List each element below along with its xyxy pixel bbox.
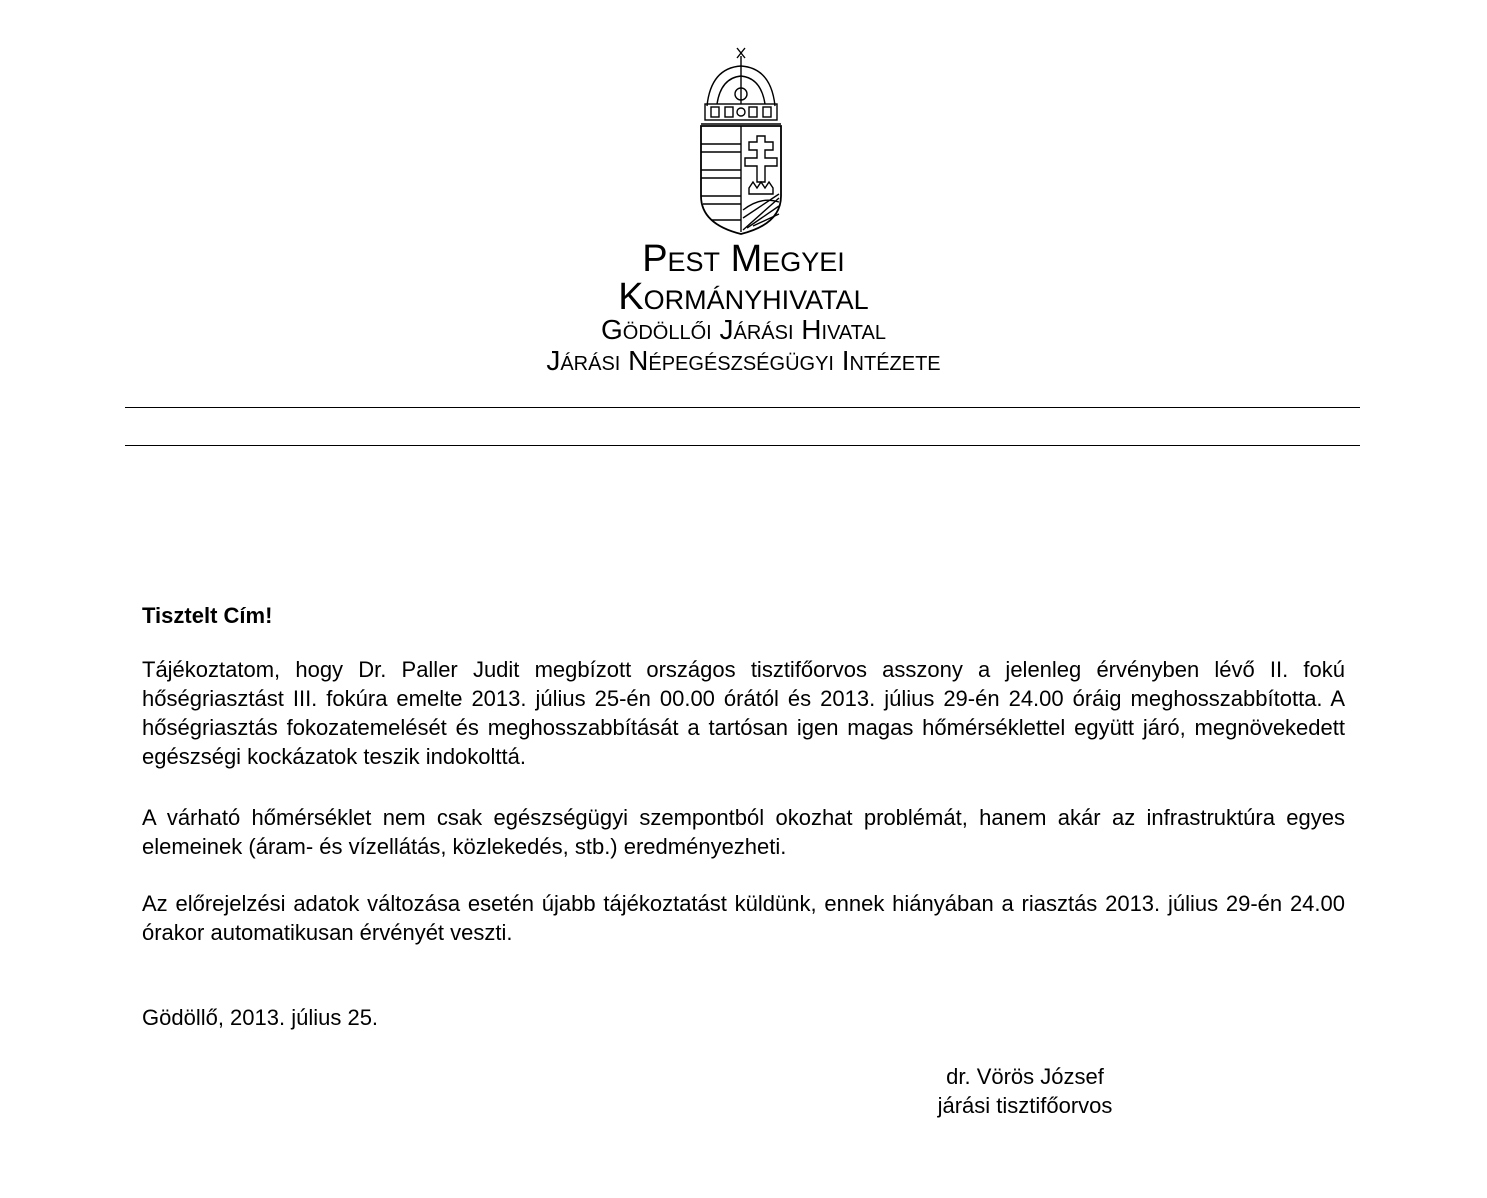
salutation: Tisztelt Cím! xyxy=(142,603,273,628)
paragraph-3: Az előrejelzési adatok változása esetén újabb tájékoztatást küldünk, ennek hiányában a riasztás 2013. július 29-én 24.00 órakor automatikusan érvényét veszti. xyxy=(142,891,1345,945)
place-date: Gödöllő, 2013. július 25. xyxy=(142,1005,379,1030)
header-line-4: Járási Népegészségügyi Intézete xyxy=(546,345,941,376)
paragraph-1: Tájékoztatom, hogy Dr. Paller Judit megbízott országos tisztifőorvos asszony a jelenleg érvényben lévő II. fokú hőségriasztást III. fokúra emelte 2013. július 25-én 00.00 órától és 2013. július 29-én 24.00 óráig meghosszabbította. A hőségriasztás fokozatemelését és meghosszabbítását a tartósan igen magas hőmérséklettel együtt járó, megnövekedett egészségi kockázatok teszik indokolttá. xyxy=(142,657,1345,769)
hungarian-coat-of-arms-icon xyxy=(697,46,791,236)
header-line-1: Pest Megyei xyxy=(642,238,845,280)
header-line-3: Gödöllői Járási Hivatal xyxy=(601,314,886,345)
header-line-2: Kormányhivatal xyxy=(618,276,869,318)
header-rule-top xyxy=(125,407,1360,408)
paragraph-2: A várható hőmérséklet nem csak egészségügyi szempontból okozhat problémát, hanem akár az infrastruktúra egyes elemeinek (áram- és vízellátás, közlekedés, stb.) eredményezheti. xyxy=(142,805,1345,859)
header-rule-bottom xyxy=(125,445,1360,446)
signature-name: dr. Vörös József xyxy=(946,1064,1104,1089)
signature-title: járási tisztifőorvos xyxy=(937,1093,1113,1118)
